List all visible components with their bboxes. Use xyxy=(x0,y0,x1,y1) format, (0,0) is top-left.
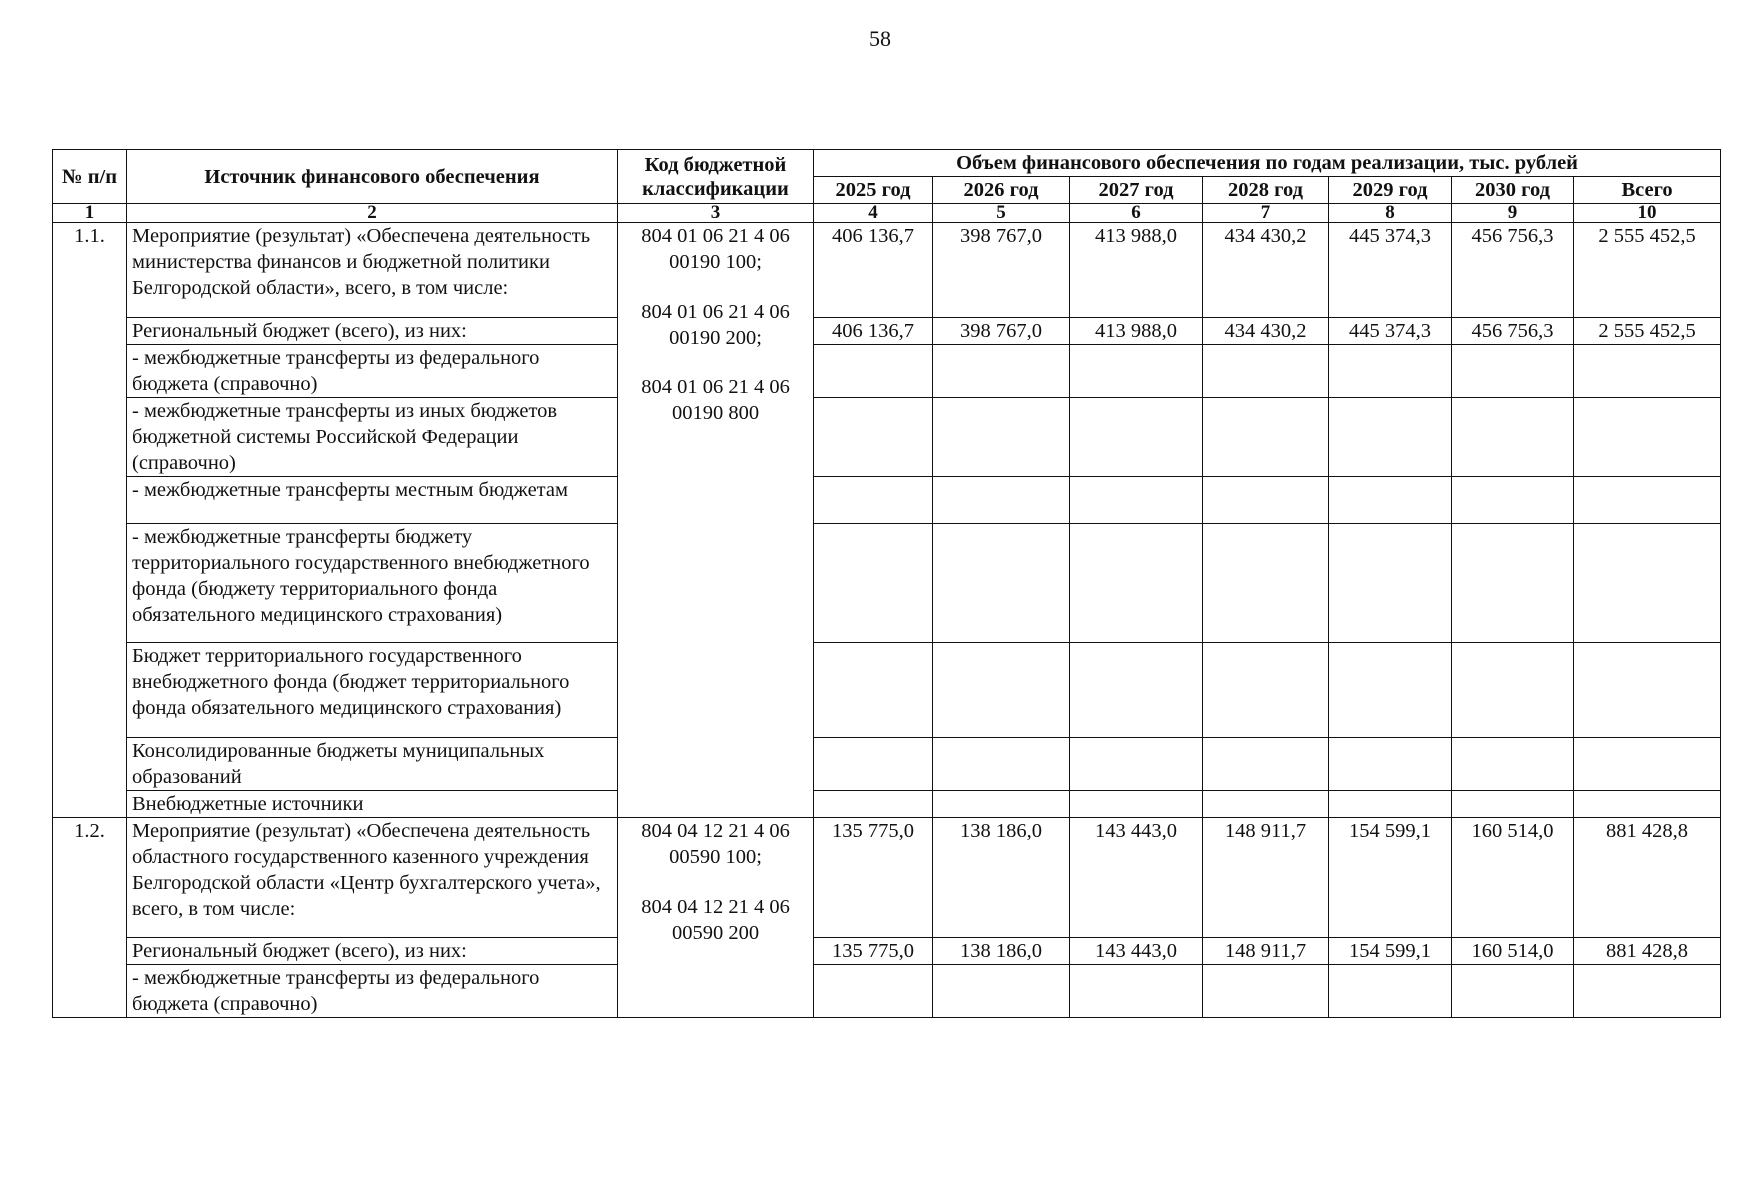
value-cell xyxy=(1574,965,1721,1018)
source-label: - межбюджетные трансферты из федерального бюджета (справочно) xyxy=(127,965,618,1018)
value-cell xyxy=(1070,643,1203,738)
value-cell xyxy=(1452,477,1574,524)
header-year: 2026 год xyxy=(933,177,1070,204)
value-cell xyxy=(814,791,933,818)
budget-code-line: 00590 200 xyxy=(671,921,760,944)
value-cell: 456 756,3 xyxy=(1452,318,1574,345)
column-number: 3 xyxy=(618,204,814,223)
value-cell xyxy=(933,477,1070,524)
value-cell: 154 599,1 xyxy=(1329,938,1452,965)
value-cell: 154 599,1 xyxy=(1329,818,1452,938)
value-cell xyxy=(1203,791,1329,818)
table-row xyxy=(53,791,1721,818)
source-label: Региональный бюджет (всего), из них: xyxy=(127,318,618,345)
value-cell xyxy=(933,965,1070,1018)
value-cell: 434 430,2 xyxy=(1203,223,1329,318)
column-number: 10 xyxy=(1574,204,1721,223)
value-cell xyxy=(814,524,933,643)
source-label: Мероприятие (результат) «Обеспечена деятельность министерства финансов и бюджетной политики Белгородской области», всего, в том числе: xyxy=(127,223,618,318)
budget-code-line: 00590 100; xyxy=(669,846,762,868)
value-cell xyxy=(1070,791,1203,818)
value-cell xyxy=(1070,398,1203,477)
value-cell: 456 756,3 xyxy=(1452,223,1574,318)
source-label: Консолидированные бюджеты муниципальных образований xyxy=(127,738,618,791)
value-cell: 148 911,7 xyxy=(1203,818,1329,938)
budget-code-line xyxy=(623,275,808,299)
value-cell: 413 988,0 xyxy=(1070,318,1203,345)
value-cell: 2 555 452,5 xyxy=(1574,318,1721,345)
value-cell: 406 136,7 xyxy=(814,223,933,318)
value-cell: 143 443,0 xyxy=(1070,938,1203,965)
column-number: 8 xyxy=(1329,204,1452,223)
value-cell xyxy=(1070,965,1203,1018)
value-cell: 398 767,0 xyxy=(933,223,1070,318)
budget-code-line: 00190 800 xyxy=(671,402,760,424)
budget-code-line: 00190 200; xyxy=(669,326,762,349)
budget-code-line: 804 04 12 21 4 06 xyxy=(641,895,790,918)
value-cell xyxy=(1452,643,1574,738)
source-label: - межбюджетные трансферты бюджету территориального государственного внебюджетного фонда (бюджету территориального фонда обязательного медицинского страхования) xyxy=(127,524,618,643)
value-cell xyxy=(814,345,933,398)
value-cell xyxy=(1329,524,1452,643)
value-cell: 160 514,0 xyxy=(1452,818,1574,938)
budget-code xyxy=(618,223,814,818)
budget-code-line: 804 04 12 21 4 06 xyxy=(641,820,790,842)
value-cell xyxy=(1574,791,1721,818)
page-number: 58 xyxy=(869,26,891,51)
value-cell xyxy=(1574,477,1721,524)
value-cell xyxy=(1452,791,1574,818)
value-cell xyxy=(1329,791,1452,818)
budget-code-line: 804 01 06 21 4 06 xyxy=(641,376,790,398)
value-cell xyxy=(1574,345,1721,398)
table-row xyxy=(53,345,1721,398)
table-row xyxy=(53,738,1721,791)
value-cell xyxy=(1329,398,1452,477)
value-cell xyxy=(1203,738,1329,791)
value-cell xyxy=(1452,965,1574,1018)
value-cell: 406 136,7 xyxy=(814,318,933,345)
value-cell: 445 374,3 xyxy=(1329,223,1452,318)
value-cell xyxy=(1574,643,1721,738)
value-cell xyxy=(814,398,933,477)
value-cell xyxy=(1070,524,1203,643)
value-cell: 445 374,3 xyxy=(1329,318,1452,345)
value-cell xyxy=(933,398,1070,477)
header-year: 2028 год xyxy=(1203,177,1329,204)
value-cell xyxy=(1574,524,1721,643)
source-label: Внебюджетные источники xyxy=(127,791,618,818)
source-label: - межбюджетные трансферты местным бюджетам xyxy=(127,477,618,524)
budget-code-line xyxy=(623,870,808,894)
value-cell: 881 428,8 xyxy=(1574,938,1721,965)
source-label: - межбюджетные трансферты из иных бюджетов бюджетной системы Российской Федерации (справочно) xyxy=(127,398,618,477)
column-number: 4 xyxy=(814,204,933,223)
header-year: 2030 год xyxy=(1452,177,1574,204)
value-cell xyxy=(933,738,1070,791)
value-cell xyxy=(933,524,1070,643)
source-label: - межбюджетные трансферты из федерального бюджета (справочно) xyxy=(127,345,618,398)
value-cell: 881 428,8 xyxy=(1574,818,1721,938)
header-code: Код бюджетной классификации xyxy=(618,150,814,204)
table-row xyxy=(53,477,1721,524)
item-number: 1.1. xyxy=(53,223,127,818)
budget-code xyxy=(618,818,814,1018)
value-cell xyxy=(1574,738,1721,791)
table-row xyxy=(53,818,1721,938)
value-cell xyxy=(1203,345,1329,398)
value-cell: 138 186,0 xyxy=(933,818,1070,938)
header-year: 2025 год xyxy=(814,177,933,204)
header-year: Всего xyxy=(1574,177,1721,204)
header-volume: Объем финансового обеспечения по годам реализации, тыс. рублей xyxy=(814,150,1721,177)
value-cell xyxy=(1329,477,1452,524)
value-cell: 398 767,0 xyxy=(933,318,1070,345)
table-row xyxy=(53,938,1721,965)
value-cell: 135 775,0 xyxy=(814,938,933,965)
value-cell xyxy=(1452,345,1574,398)
value-cell xyxy=(1574,398,1721,477)
value-cell xyxy=(814,643,933,738)
table-row xyxy=(53,643,1721,738)
value-cell xyxy=(1329,643,1452,738)
value-cell xyxy=(933,643,1070,738)
value-cell xyxy=(814,738,933,791)
source-label: Бюджет территориального государственного внебюджетного фонда (бюджет территориального фонда обязательного медицинского страхования) xyxy=(127,643,618,738)
source-label: Мероприятие (результат) «Обеспечена деятельность областного государственного казенного учреждения Белгородской области «Центр бухгалтерского учета», всего, в том числе: xyxy=(127,818,618,938)
value-cell xyxy=(933,791,1070,818)
value-cell xyxy=(1203,398,1329,477)
column-number: 6 xyxy=(1070,204,1203,223)
value-cell: 2 555 452,5 xyxy=(1574,223,1721,318)
value-cell xyxy=(1452,738,1574,791)
value-cell xyxy=(933,345,1070,398)
header-num: № п/п xyxy=(53,150,127,204)
value-cell xyxy=(814,965,933,1018)
table-row xyxy=(53,318,1721,345)
value-cell: 148 911,7 xyxy=(1203,938,1329,965)
value-cell xyxy=(1452,524,1574,643)
table-row xyxy=(53,223,1721,318)
value-cell xyxy=(1070,477,1203,524)
value-cell xyxy=(814,477,933,524)
budget-code-line: 804 01 06 21 4 06 xyxy=(641,225,790,247)
header-source: Источник финансового обеспечения xyxy=(127,150,618,204)
value-cell xyxy=(1329,965,1452,1018)
table-row xyxy=(53,524,1721,643)
value-cell xyxy=(1203,965,1329,1018)
budget-code-line: 00190 100; xyxy=(669,251,762,273)
value-cell xyxy=(1329,345,1452,398)
column-number: 2 xyxy=(127,204,618,223)
column-number: 5 xyxy=(933,204,1070,223)
value-cell: 413 988,0 xyxy=(1070,223,1203,318)
value-cell: 434 430,2 xyxy=(1203,318,1329,345)
value-cell xyxy=(1070,345,1203,398)
financing-table xyxy=(52,149,1721,1018)
value-cell: 160 514,0 xyxy=(1452,938,1574,965)
value-cell xyxy=(1203,477,1329,524)
source-label: Региональный бюджет (всего), из них: xyxy=(127,938,618,965)
header-year: 2027 год xyxy=(1070,177,1203,204)
value-cell xyxy=(1070,738,1203,791)
column-number: 1 xyxy=(53,204,127,223)
item-number: 1.2. xyxy=(53,818,127,1018)
table-row xyxy=(53,398,1721,477)
column-number: 7 xyxy=(1203,204,1329,223)
budget-code-line: 804 01 06 21 4 06 xyxy=(641,300,790,323)
value-cell: 143 443,0 xyxy=(1070,818,1203,938)
value-cell: 135 775,0 xyxy=(814,818,933,938)
column-number: 9 xyxy=(1452,204,1574,223)
value-cell xyxy=(1203,643,1329,738)
header-year: 2029 год xyxy=(1329,177,1452,204)
value-cell: 138 186,0 xyxy=(933,938,1070,965)
value-cell xyxy=(1329,738,1452,791)
value-cell xyxy=(1203,524,1329,643)
table-row xyxy=(53,965,1721,1018)
budget-code-line xyxy=(623,351,808,375)
value-cell xyxy=(1452,398,1574,477)
